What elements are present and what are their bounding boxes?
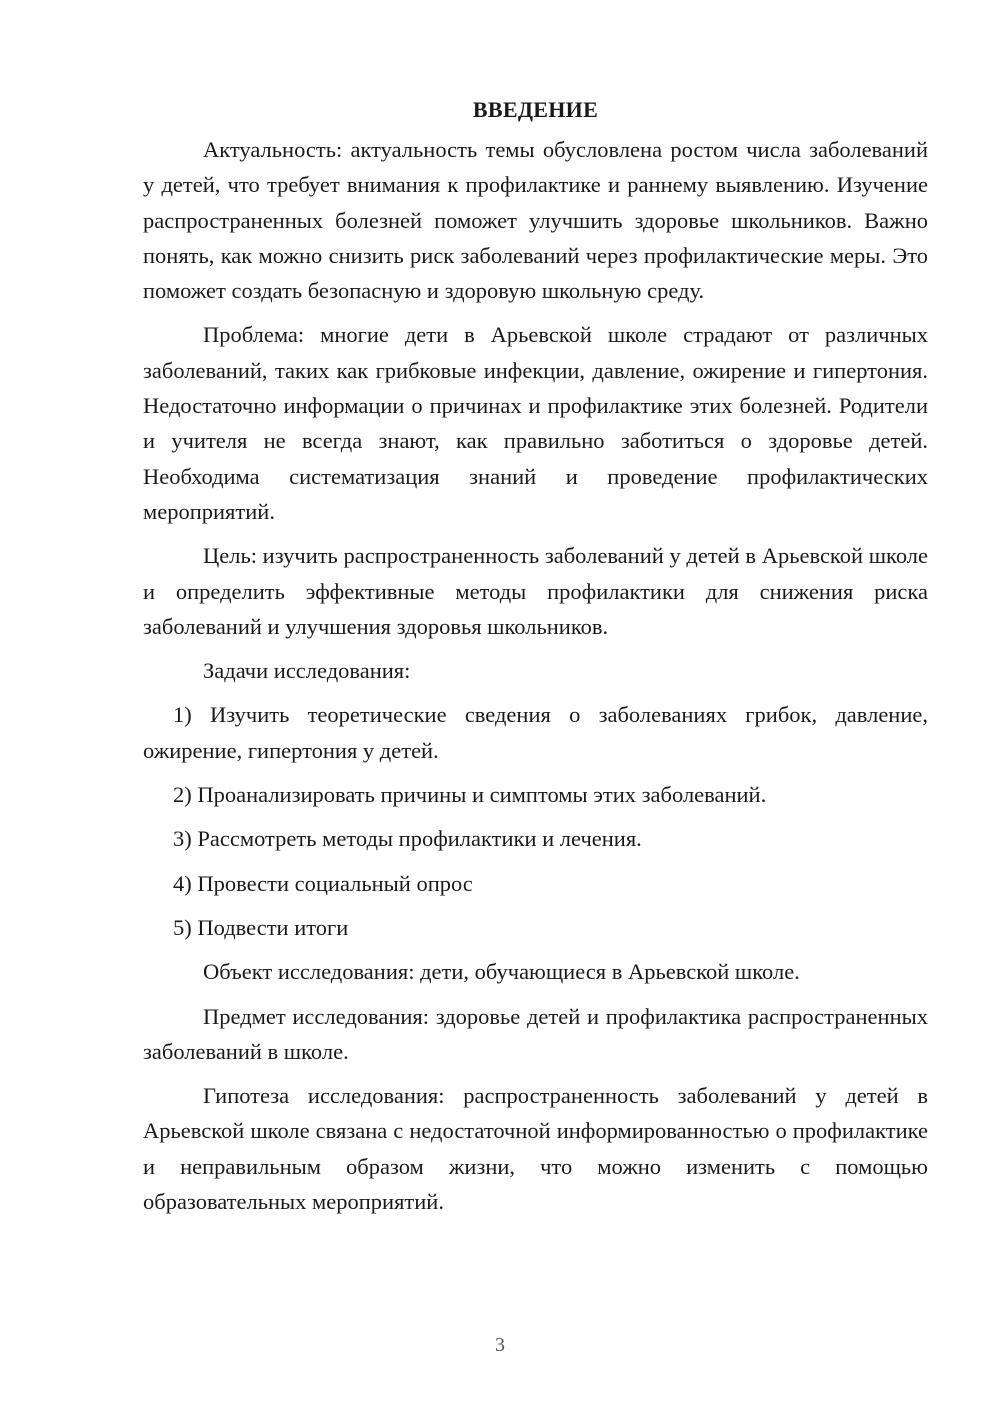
list-item: 4) Провести социальный опрос	[173, 870, 473, 896]
tasks-list	[143, 697, 928, 945]
list-item: 2) Проанализировать причины и симптомы этих заболеваний.	[173, 782, 767, 808]
list-item: 5) Подвести итоги	[173, 914, 349, 940]
tasks-heading: Задачи исследования:	[203, 658, 411, 684]
paragraph-object: Объект исследования: дети, обучающиеся в Арьевской школе.	[203, 959, 800, 985]
paragraph-goal: Цель: изучить распространенность заболеваний у детей в Арьевской школе и определить эффективные методы профилактики для снижения риска заболеваний и улучшения здоровья школьников.	[143, 543, 928, 639]
list-item: 1) Изучить теоретические сведения о заболеваниях грибок, давление, ожирение, гипертония у детей.	[143, 702, 928, 763]
document-page	[143, 92, 928, 1228]
section-title: ВВЕДЕНИЕ	[472, 97, 599, 122]
paragraph-hypothesis: Гипотеза исследования: распространенность заболеваний у детей в Арьевской школе связана с недостаточной информированностью о профилактике и неправильным образом жизни, что можно изменить с помощью образовательных мероприятий.	[143, 1083, 928, 1215]
list-item: 3) Рассмотреть методы профилактики и лечения.	[173, 826, 642, 852]
paragraph-relevance: Актуальность: актуальность темы обусловлена ростом числа заболеваний у детей, что требует внимания к профилактике и раннему выявлению. Изучение распространенных болезней поможет улучшить здоровье школьников. Важно понять, как можно снизить риск заболеваний через профилактические меры. Это поможет создать безопасную и здоровую школьную среду.	[143, 137, 928, 304]
paragraph-problem: Проблема: многие дети в Арьевской школе страдают от различных заболеваний, таких как грибковые инфекции, давление, ожирение и гипертония. Недостаточно информации о причинах и профилактике этих болезней. Родители и учителя не всегда знают, как правильно заботиться о здоровье детей. Необходима систематизация знаний и проведение профилактических мероприятий.	[143, 322, 928, 524]
paragraph-subject: Предмет исследования: здоровье детей и профилактика распространенных заболеваний в школе.	[143, 1003, 928, 1064]
page-number: 3	[495, 1334, 505, 1356]
